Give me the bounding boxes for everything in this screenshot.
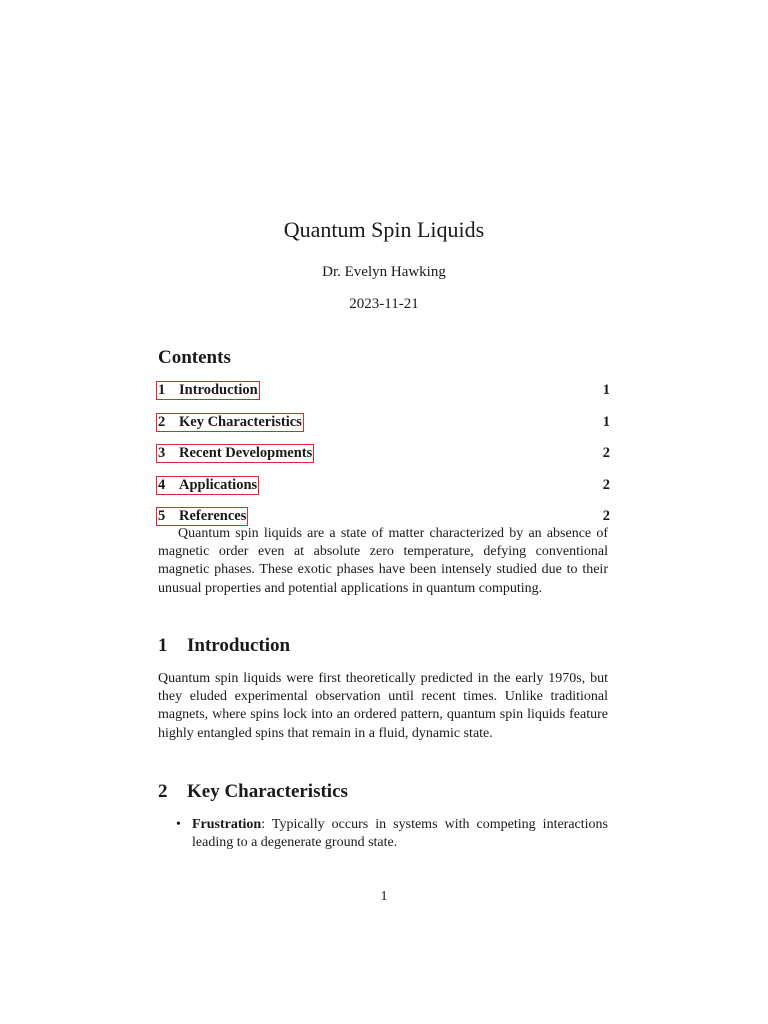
list-item	[176, 816, 608, 852]
toc-entry-page: 1	[602, 413, 610, 430]
table-of-contents	[156, 381, 610, 539]
abstract-paragraph: Quantum spin liquids are a state of matter characterized by an absence of magnetic order even at absolute zero temperature, defying conventional magnetic phases. These exotic phases have been intensely studied due to their unusual properties and potential applications in quantum computing.	[158, 526, 608, 596]
toc-link-key-characteristics[interactable]	[156, 413, 304, 432]
toc-entry	[156, 413, 610, 445]
toc-link-references[interactable]	[156, 507, 248, 526]
toc-entry-page: 2	[602, 508, 610, 524]
toc-entry	[156, 476, 610, 508]
toc-link-recent-developments[interactable]	[156, 444, 314, 463]
toc-entry-label: Key Characteristics	[179, 413, 302, 430]
introduction-paragraph: Quantum spin liquids were first theoretically predicted in the early 1970s, but they eluded experimental observation until recent times. Unlike traditional magnets, where spins lock into an ordered pattern, quantum spin liquids feature highly entangled spins that remain in a fluid, dynamic state.	[158, 671, 608, 741]
paper-author: Dr. Evelyn Hawking	[322, 264, 446, 280]
toc-link-introduction[interactable]	[156, 381, 260, 400]
section-number: 1	[158, 635, 168, 656]
toc-link-applications[interactable]	[156, 476, 259, 495]
key-characteristics-list	[176, 816, 608, 852]
toc-entry-number: 5	[158, 508, 166, 524]
toc-entry-label: Applications	[179, 476, 258, 493]
toc-entry-page: 2	[602, 476, 610, 493]
section-title: Key Characteristics	[187, 781, 348, 802]
bullet-term: Frustration	[192, 817, 262, 832]
section-heading-introduction	[158, 634, 290, 658]
section-heading-key-characteristics	[158, 780, 348, 804]
section-title: Introduction	[187, 635, 291, 656]
toc-entry-page: 1	[602, 382, 610, 398]
toc-entry	[156, 444, 610, 476]
toc-entry-label: Introduction	[179, 382, 258, 398]
toc-entry-number: 2	[158, 413, 166, 430]
paper-title: Quantum Spin Liquids	[283, 217, 485, 242]
toc-entry-number: 3	[158, 445, 166, 461]
page-number: 1	[380, 889, 388, 904]
toc-entry	[156, 381, 610, 413]
contents-heading: Contents	[158, 347, 231, 368]
toc-entry-number: 4	[158, 476, 166, 493]
toc-entry-number: 1	[158, 382, 166, 398]
toc-entry-label: References	[179, 508, 247, 524]
paper-date: 2023-11-21	[349, 296, 419, 312]
toc-entry-label: Recent Developments	[179, 445, 313, 461]
section-number: 2	[158, 781, 168, 802]
bullet-text: : Typically occurs in systems with competing interactions leading to a degenerate ground state.	[192, 817, 608, 851]
toc-entry-page: 2	[602, 445, 610, 461]
bullet-icon: •	[176, 817, 181, 832]
